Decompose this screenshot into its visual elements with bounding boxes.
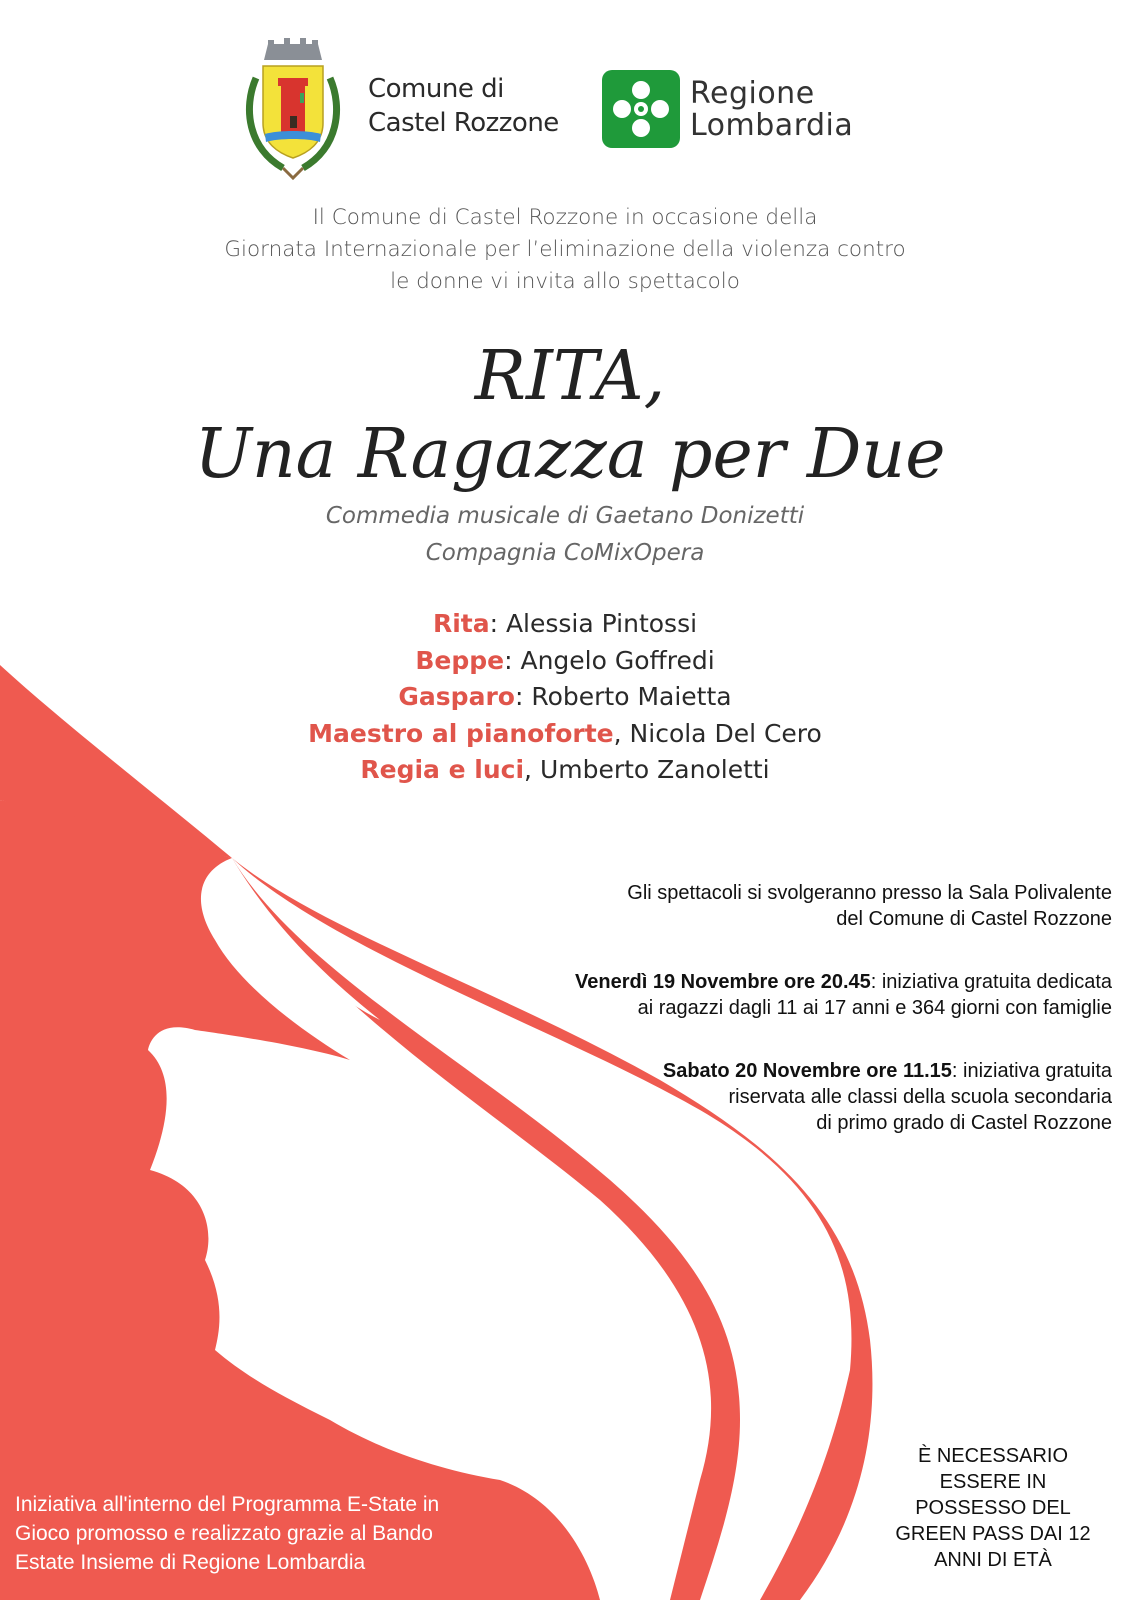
cast-role: Gasparo: [398, 682, 515, 711]
regione-line2: Lombardia: [690, 108, 854, 143]
intro-text: [140, 202, 990, 298]
intro-line: Il Comune di Castel Rozzone in occasione della: [312, 205, 818, 230]
show2-paragraph: [470, 1058, 1112, 1136]
intro-line: le donne vi invita allo spettacolo: [390, 269, 740, 294]
cast-sep: :: [504, 645, 521, 675]
regione-lombardia-wordmark: [690, 78, 853, 142]
venue-info: [470, 880, 1112, 1173]
cast-sep: :: [514, 682, 532, 711]
title-line1: RITA,: [474, 337, 666, 416]
cast-role: Beppe: [415, 645, 505, 675]
cast-role: Rita: [432, 609, 490, 638]
subtitle-line2: Compagnia CoMixOpera: [425, 540, 705, 566]
green-pass-line: POSSESSO DEL: [915, 1497, 1071, 1519]
show-subtitle: [180, 498, 950, 572]
program-note-line: Estate Insieme di Regione Lombardia: [15, 1551, 366, 1574]
cast-name: Roberto Maietta: [531, 682, 732, 711]
show2-rest: : iniziativa gratuita: [951, 1060, 1112, 1082]
show1-paragraph: [470, 969, 1112, 1021]
venue-paragraph: [470, 880, 1112, 932]
regione-lombardia-rose-icon: [602, 70, 680, 148]
regione-line1: Regione: [690, 76, 815, 111]
cast-list: [180, 606, 950, 789]
castel-rozzone-wordmark: [368, 72, 559, 140]
cast-row: [180, 679, 950, 716]
cast-name: Angelo Goffredi: [520, 645, 715, 675]
venue-line: Gli spettacoli si svolgeranno presso la Sala Polivalente: [627, 882, 1112, 904]
cast-sep: :: [489, 609, 506, 638]
intro-line: Giornata Internazionale per l’eliminazione della violenza contro: [224, 237, 906, 262]
castel-line2: Castel Rozzone: [368, 108, 559, 138]
green-pass-line: GREEN PASS DAI 12: [895, 1523, 1091, 1545]
show1-line2: ai ragazzi dagli 11 ai 17 anni e 364 giorni con famiglie: [637, 997, 1112, 1019]
show1-rest: : iniziativa gratuita dedicata: [870, 971, 1112, 993]
program-note-line: Iniziativa all'interno del Programma E-State in: [15, 1493, 440, 1516]
program-note: [15, 1490, 555, 1577]
show2-date: Sabato 20 Novembre ore 11.15: [662, 1060, 952, 1082]
cast-sep: ,: [524, 755, 540, 784]
castel-rozzone-coat-of-arms-icon: [238, 38, 348, 183]
venue-line: del Comune di Castel Rozzone: [836, 908, 1112, 930]
green-pass-line: ANNI DI ETÀ: [934, 1549, 1052, 1571]
cast-row: [180, 606, 950, 643]
show1-line1: [470, 969, 1112, 995]
cast-sep: ,: [613, 718, 630, 748]
cast-role: Regia e luci: [360, 755, 525, 784]
program-note-line: Gioco promosso e realizzato grazie al Bando: [15, 1522, 433, 1545]
show-title: [80, 338, 1060, 494]
cast-row: [180, 643, 950, 680]
green-pass-notice: [880, 1443, 1106, 1573]
title-line2: Una Ragazza per Due: [194, 415, 946, 494]
cast-row: [180, 716, 950, 753]
green-pass-line: È NECESSARIO: [917, 1445, 1069, 1467]
show2-line1: [470, 1058, 1112, 1084]
green-pass-line: ESSERE IN: [939, 1471, 1047, 1493]
subtitle-line1: Commedia musicale di Gaetano Donizetti: [325, 503, 805, 529]
show1-date: Venerdì 19 Novembre ore 20.45: [575, 971, 871, 993]
show2-line3: di primo grado di Castel Rozzone: [816, 1112, 1112, 1134]
cast-name: Nicola Del Cero: [629, 718, 822, 748]
cast-name: Alessia Pintossi: [505, 609, 698, 638]
cast-name: Umberto Zanoletti: [539, 755, 770, 784]
cast-role: Maestro al pianoforte: [308, 718, 614, 748]
show2-line2: riservata alle classi della scuola secondaria: [728, 1086, 1112, 1108]
castel-line1: Comune di: [368, 74, 504, 104]
cast-row: [180, 752, 950, 789]
